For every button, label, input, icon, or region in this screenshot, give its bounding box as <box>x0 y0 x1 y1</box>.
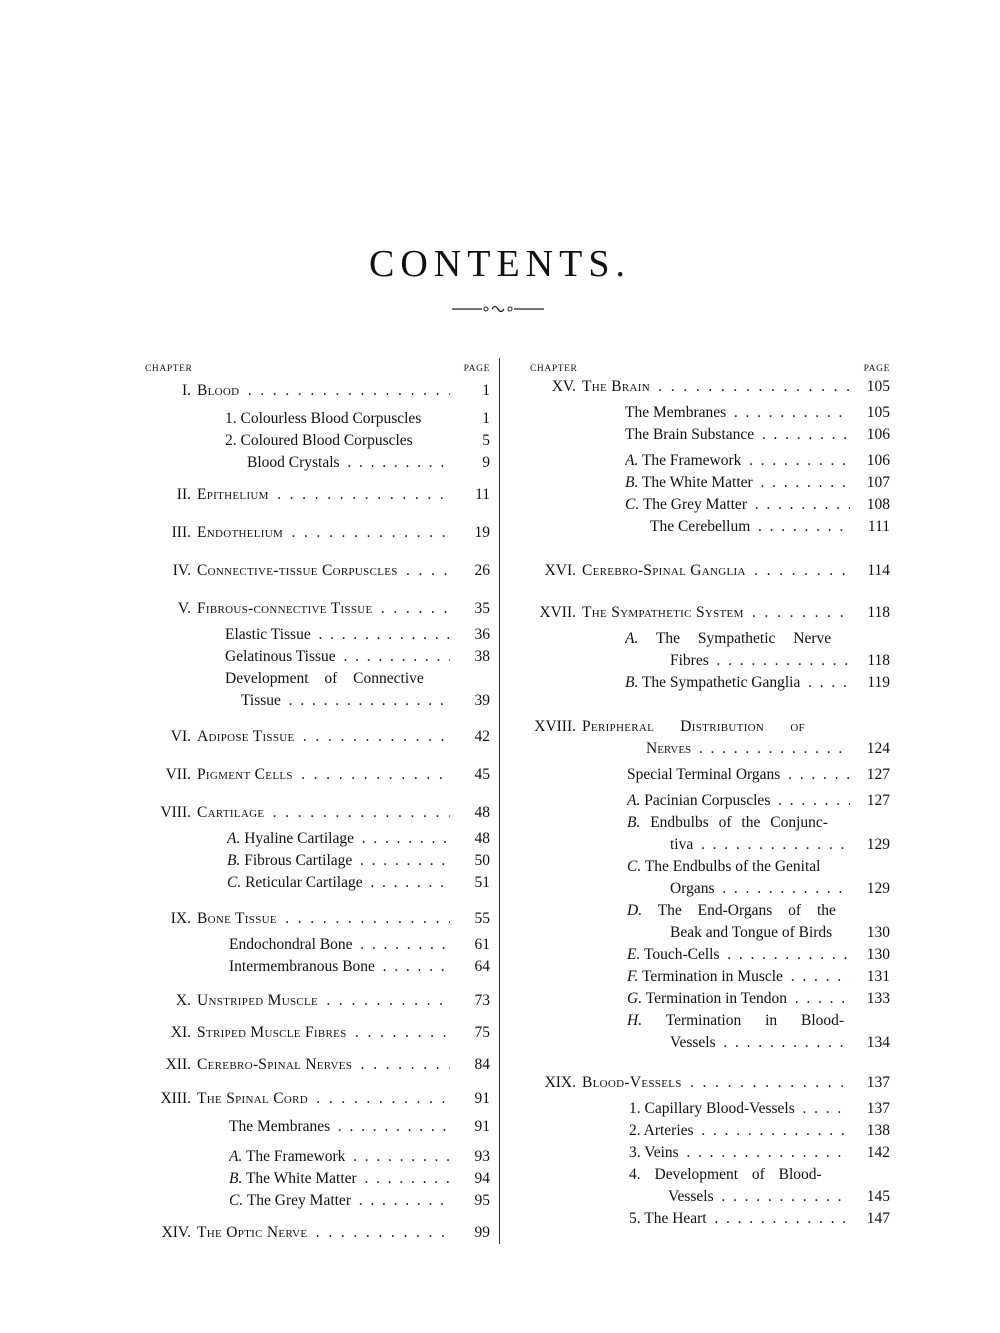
chapter-number: VIII. <box>160 804 191 821</box>
chapter-entry <box>530 1072 890 1094</box>
section-letter: B. <box>625 474 639 491</box>
section-entry <box>530 1098 890 1120</box>
page-number: 134 <box>866 1034 890 1051</box>
column-divider <box>499 358 500 1244</box>
page-number: 119 <box>867 674 890 691</box>
section-title: G. Termination in Tendon . . <box>627 988 850 1010</box>
chapter-entry <box>145 990 490 1012</box>
section-title: A. Hyaline Cartilage . . <box>227 828 450 850</box>
section-letter: C. <box>625 496 640 513</box>
section-title: B. The Sympathetic Ganglia . . <box>625 672 850 694</box>
page-number: 129 <box>866 836 890 853</box>
page-number: 38 <box>474 648 490 665</box>
section-entry <box>530 966 890 988</box>
section-entry <box>530 424 890 446</box>
section-entry <box>530 790 890 812</box>
section-letter: C. <box>229 1192 244 1209</box>
section-entry-continuation <box>530 878 890 900</box>
chapter-title: Connective-tissue Corpuscles . . <box>197 560 450 582</box>
section-title: 1. Colourless Blood Corpuscles <box>225 410 422 427</box>
page-number: 118 <box>867 604 890 621</box>
section-title: A. The Framework . . <box>229 1146 450 1168</box>
chapter-entry <box>145 1088 490 1110</box>
section-entry <box>530 494 890 516</box>
section-entry <box>530 1208 890 1230</box>
section-letter: D. <box>627 902 643 919</box>
chapter-number: V. <box>177 600 191 617</box>
column-header <box>145 360 490 378</box>
page-number: 94 <box>474 1170 490 1187</box>
section-entry <box>530 1164 890 1186</box>
page-number: 106 <box>866 426 890 443</box>
section-title: C. Reticular Cartilage . . <box>227 872 450 894</box>
section-entry <box>530 672 890 694</box>
chapter-title: Endothelium . . <box>197 522 450 544</box>
ornament-divider <box>452 302 544 316</box>
page-number: 124 <box>866 740 890 757</box>
page-number: 130 <box>866 946 890 963</box>
section-entry <box>530 944 890 966</box>
page-number: 127 <box>866 766 890 783</box>
page-number: 1 <box>482 410 490 427</box>
chapter-number: IX. <box>170 910 191 927</box>
section-entry <box>530 812 890 834</box>
section-entry <box>145 1190 490 1212</box>
section-entry <box>530 900 890 922</box>
chapter-number: XIX. <box>544 1074 576 1091</box>
page-number: 108 <box>866 496 890 513</box>
section-entry-continuation <box>145 690 490 712</box>
page-number: 45 <box>474 766 490 783</box>
chapter-title: Blood-Vessels . . <box>582 1072 850 1094</box>
page-header: PAGE <box>863 364 890 374</box>
chapter-header: CHAPTER <box>145 364 193 374</box>
page-title: CONTENTS. <box>369 243 631 285</box>
section-entry-continuation <box>530 650 890 672</box>
section-title: Elastic Tissue . . <box>225 624 450 646</box>
chapter-entry <box>145 1054 490 1076</box>
page-number: 142 <box>866 1144 890 1161</box>
section-title: B. The White Matter . . <box>625 472 850 494</box>
section-title: Special Terminal Organs . . <box>627 764 850 786</box>
section-title: Tissue . . <box>241 690 450 712</box>
section-title: Vessels . . <box>668 1186 850 1208</box>
chapter-entry <box>145 764 490 786</box>
page-header: PAGE <box>463 364 490 374</box>
section-letter: H. <box>627 1012 643 1029</box>
section-entry <box>530 1010 890 1032</box>
section-letter: C. <box>627 858 642 875</box>
section-entry <box>530 402 890 424</box>
chapter-title: Cerebro-Spinal Nerves . . <box>197 1054 450 1076</box>
section-title: 4. Development of Blood- <box>629 1166 822 1183</box>
page-number: 130 <box>866 924 890 941</box>
section-title: D. The End-Organs of the <box>627 902 836 919</box>
chapter-number: XI. <box>170 1024 191 1041</box>
chapter-title: The Spinal Cord . . <box>197 1088 450 1110</box>
section-entry <box>145 850 490 872</box>
chapter-entry <box>145 380 490 402</box>
chapter-number: XVIII. <box>534 718 576 735</box>
section-entry-continuation <box>530 922 890 944</box>
section-entry <box>530 516 890 538</box>
chapter-entry <box>145 598 490 620</box>
section-entry <box>530 628 890 650</box>
section-title: 1. Capillary Blood-Vessels . . <box>629 1098 850 1120</box>
page-number: 95 <box>474 1192 490 1209</box>
chapter-title: Adipose Tissue . . <box>197 726 450 748</box>
chapter-title: Bone Tissue . . <box>197 908 450 930</box>
section-title: The Membranes . . <box>229 1116 450 1138</box>
section-entry <box>530 450 890 472</box>
section-entry <box>145 624 490 646</box>
chapter-number: XVI. <box>544 562 576 579</box>
chapter-title: Pigment Cells . . <box>197 764 450 786</box>
chapter-entry <box>145 1222 490 1244</box>
chapter-number: X. <box>175 992 191 1009</box>
contents-column-right <box>530 360 890 1230</box>
section-entry-continuation <box>530 1186 890 1208</box>
chapter-title: Nerves . . <box>646 738 850 760</box>
section-title: Intermembranous Bone . . <box>229 956 450 978</box>
section-title: B. Endbulbs of the Conjunc- <box>627 814 828 831</box>
page-number: 1 <box>482 382 490 399</box>
chapter-entry <box>145 908 490 930</box>
page-number: 42 <box>474 728 490 745</box>
section-title: The Cerebellum . . <box>650 516 850 538</box>
section-title: B. Fibrous Cartilage . . <box>227 850 450 872</box>
page-number: 106 <box>866 452 890 469</box>
section-title: Development of Connective <box>225 670 424 687</box>
section-entry <box>145 872 490 894</box>
chapter-number: II. <box>176 486 191 503</box>
section-title: C. The Grey Matter . . <box>229 1190 450 1212</box>
section-title: B. The White Matter . . <box>229 1168 450 1190</box>
chapter-number: IV. <box>172 562 191 579</box>
section-title: The Brain Substance . . <box>625 424 850 446</box>
section-entry <box>530 856 890 878</box>
chapter-number: XV. <box>551 378 576 395</box>
chapter-title: The Brain . . <box>582 376 850 398</box>
page-number: 129 <box>866 880 890 897</box>
page-number: 91 <box>474 1118 490 1135</box>
section-letter: B. <box>227 852 241 869</box>
section-title: C. The Grey Matter . . <box>625 494 850 516</box>
section-title: 2. Arteries . . <box>629 1120 850 1142</box>
page-number: 127 <box>866 792 890 809</box>
page-number: 137 <box>866 1100 890 1117</box>
page-number: 48 <box>474 804 490 821</box>
chapter-title: Fibrous-connective Tissue . . <box>197 598 450 620</box>
section-title: Beak and Tongue of Birds <box>670 924 833 941</box>
section-title: 2. Coloured Blood Corpuscles <box>225 432 413 449</box>
section-entry <box>530 472 890 494</box>
page-number: 107 <box>866 474 890 491</box>
section-title: A. The Sympathetic Nerve <box>625 630 832 647</box>
chapter-entry <box>145 484 490 506</box>
chapter-number: VII. <box>165 766 191 783</box>
page-number: 75 <box>474 1024 490 1041</box>
chapter-number: III. <box>171 524 191 541</box>
page-number: 105 <box>866 404 890 421</box>
chapter-title: The Optic Nerve . . <box>197 1222 450 1244</box>
section-letter: E. <box>627 946 641 963</box>
page-number: 118 <box>867 652 890 669</box>
section-title: 5. The Heart . . <box>629 1208 850 1230</box>
page-number: 64 <box>474 958 490 975</box>
section-title: Fibres . . <box>670 650 850 672</box>
section-entry <box>530 764 890 786</box>
chapter-title: Blood . . <box>197 380 450 402</box>
section-title: 3. Veins . . <box>629 1142 850 1164</box>
page-number: 114 <box>867 562 890 579</box>
page-number: 50 <box>474 852 490 869</box>
section-entry <box>145 828 490 850</box>
section-letter: A. <box>229 1148 243 1165</box>
section-entry-continuation <box>530 834 890 856</box>
section-entry <box>145 934 490 956</box>
page-number: 26 <box>474 562 490 579</box>
page-number: 133 <box>866 990 890 1007</box>
chapter-entry <box>145 802 490 824</box>
chapter-entry <box>530 560 890 582</box>
section-title: Blood Crystals . . <box>247 452 450 474</box>
chapter-entry <box>145 522 490 544</box>
contents-column-left <box>145 360 490 1244</box>
chapter-entry <box>145 560 490 582</box>
page-number: 39 <box>474 692 490 709</box>
section-entry <box>530 1142 890 1164</box>
section-title: Organs . . <box>670 878 850 900</box>
page-number: 137 <box>866 1074 890 1091</box>
chapter-title: Striped Muscle Fibres . . <box>197 1022 450 1044</box>
section-letter: F. <box>627 968 639 985</box>
chapter-title: Peripheral Distribution of <box>582 718 805 735</box>
page-number: 91 <box>474 1090 490 1107</box>
chapter-number: I. <box>181 382 191 399</box>
section-entry <box>530 988 890 1010</box>
page-number: 93 <box>474 1148 490 1165</box>
page-number: 138 <box>866 1122 890 1139</box>
page-number: 55 <box>474 910 490 927</box>
chapter-number: XII. <box>165 1056 191 1073</box>
section-title: H. Termination in Blood- <box>627 1012 845 1029</box>
page-number: 36 <box>474 626 490 643</box>
chapter-title: The Sympathetic System . . <box>582 602 850 624</box>
section-entry <box>530 1120 890 1142</box>
page-number: 48 <box>474 830 490 847</box>
section-letter: A. <box>625 630 639 647</box>
page-number: 111 <box>867 518 890 535</box>
section-entry <box>145 1116 490 1138</box>
chapter-title: Cartilage . . <box>197 802 450 824</box>
page-number: 9 <box>482 454 490 471</box>
page-number: 147 <box>866 1210 890 1227</box>
chapter-entry <box>145 726 490 748</box>
chapter-title: Unstriped Muscle . . <box>197 990 450 1012</box>
section-title: A. Pacinian Corpuscles . . <box>627 790 850 812</box>
page-number: 84 <box>474 1056 490 1073</box>
section-entry <box>145 1168 490 1190</box>
page-number: 99 <box>474 1224 490 1241</box>
section-entry <box>145 646 490 668</box>
section-entry <box>145 668 490 690</box>
chapter-entry-continuation <box>530 738 890 760</box>
page-number: 73 <box>474 992 490 1009</box>
section-title: C. The Endbulbs of the Genital <box>627 858 821 875</box>
chapter-number: XVII. <box>539 604 576 621</box>
section-entry <box>145 956 490 978</box>
page-number: 19 <box>474 524 490 541</box>
section-entry <box>145 430 490 452</box>
page-number: 5 <box>482 432 490 449</box>
chapter-entry <box>145 1022 490 1044</box>
chapter-header: CHAPTER <box>530 364 578 374</box>
chapter-number: XIV. <box>161 1224 191 1241</box>
section-entry <box>145 452 490 474</box>
chapter-number: VI. <box>170 728 191 745</box>
page-number: 145 <box>866 1188 890 1205</box>
section-title: tiva . . <box>670 834 850 856</box>
chapter-title: Cerebro-Spinal Ganglia . . <box>582 560 850 582</box>
page-number: 131 <box>866 968 890 985</box>
section-letter: B. <box>625 674 639 691</box>
section-title: Vessels . . <box>670 1032 850 1054</box>
section-title: Endochondral Bone . . <box>229 934 450 956</box>
section-title: Gelatinous Tissue . . <box>225 646 450 668</box>
page-number: 35 <box>474 600 490 617</box>
section-letter: A. <box>627 792 641 809</box>
section-title: The Membranes . . <box>625 402 850 424</box>
section-entry <box>145 1146 490 1168</box>
section-letter: B. <box>627 814 641 831</box>
chapter-entry <box>530 716 890 738</box>
section-letter: C. <box>227 874 242 891</box>
chapter-entry <box>530 602 890 624</box>
page-number: 105 <box>866 378 890 395</box>
chapter-title: Epithelium . . <box>197 484 450 506</box>
chapter-number: XIII. <box>160 1090 191 1107</box>
section-entry <box>145 408 490 430</box>
section-letter: A. <box>625 452 639 469</box>
section-title: E. Touch-Cells . . <box>627 944 850 966</box>
section-letter: A. <box>227 830 241 847</box>
page-number: 11 <box>475 486 490 503</box>
chapter-entry <box>530 376 890 398</box>
section-title: F. Termination in Muscle . . <box>627 966 850 988</box>
section-letter: B. <box>229 1170 243 1187</box>
section-title: A. The Framework . . <box>625 450 850 472</box>
page-number: 51 <box>474 874 490 891</box>
page-number: 61 <box>474 936 490 953</box>
section-letter: G. <box>627 990 643 1007</box>
section-entry-continuation <box>530 1032 890 1054</box>
